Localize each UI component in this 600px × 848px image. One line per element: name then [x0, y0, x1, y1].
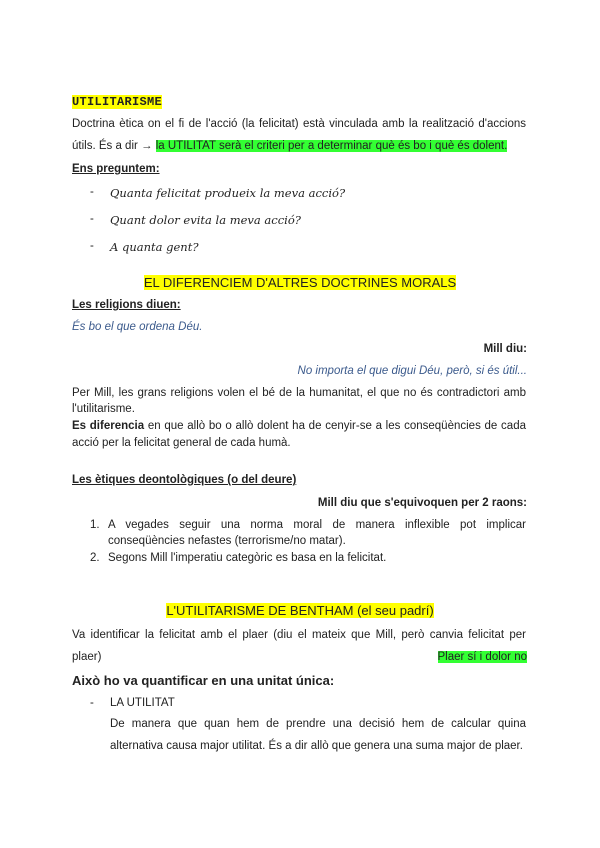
paragraph-line: Va identificar la felicitat amb el plaer (diu el mateix que Mill, però canvia felicitat per: [72, 629, 526, 641]
list-item: [90, 186, 94, 198]
paragraph-line: Per Mill, les grans religions volen el bé de la humanitat, el que no és contradictori amb: [72, 387, 526, 399]
section-title-bentham: L'UTILITARISME DE BENTHAM (el seu padrí): [166, 603, 434, 618]
highlighted-text: Plaer sí i dolor no: [437, 651, 527, 663]
section-title-utilitarisme: UTILITARISME: [72, 95, 163, 109]
dash-bullet: -: [90, 186, 94, 198]
paragraph-text: en que allò bo o allò dolent ha de cenyir-se a les conseqüències de cada: [147, 420, 526, 432]
subheading-mill-reasons: Mill diu que s'equivoquen per 2 raons:: [317, 497, 527, 509]
paragraph-line: De manera que quan hem de prendre una decisió hem de calcular quina: [110, 718, 526, 730]
paragraph-line: [72, 140, 507, 152]
bold-label: Es diferencia: [72, 420, 145, 432]
paragraph-text: útils. És a dir: [72, 140, 138, 152]
subheading-etiques: Les ètiques deontològiques (o del deure): [72, 474, 297, 486]
quote-mill: No importa el que digui Déu, però, si és útil...: [297, 365, 527, 377]
subheading-quantificar: Això ho va quantificar en una unitat única:: [72, 673, 335, 688]
paragraph-line: Doctrina ètica on el fi de l'acció (la felicitat) està vinculada amb la realització d'accions: [72, 118, 526, 130]
quote-religions: És bo el que ordena Déu.: [72, 321, 203, 333]
highlighted-text: la UTILITAT serà el criteri per a determinar què és bo i què és dolent.: [155, 140, 508, 152]
subheading-mill: Mill diu:: [483, 343, 527, 355]
section-title-wrap: [0, 603, 600, 618]
list-item: [90, 240, 94, 252]
question-text: Quanta felicitat produeix la meva acció?: [110, 186, 346, 200]
question-text: A quanta gent?: [110, 240, 199, 254]
subheading-ens-preguntem: Ens preguntem:: [72, 163, 160, 175]
dash-bullet: -: [90, 213, 94, 225]
list-item-text: conseqüències nefastes (terrorisme/no matar).: [108, 535, 346, 547]
paragraph-line: plaer): [72, 651, 102, 663]
paragraph-line: alternativa causa major utilitat. És a dir allò que genera una suma major de plaer.: [110, 740, 523, 752]
paragraph-line: l'utilitarisme.: [72, 403, 135, 415]
list-item-text: Segons Mill l'imperatiu categòric es basa en la felicitat.: [108, 552, 387, 564]
dash-bullet: -: [90, 697, 94, 709]
paragraph-line: [72, 420, 526, 432]
question-text: Quant dolor evita la meva acció?: [110, 213, 301, 227]
list-number: 1.: [90, 519, 100, 531]
list-item-text: A vegades seguir una norma moral de manera inflexible pot implicar: [108, 519, 526, 531]
section-title-doctrines: EL DIFERENCIEM D'ALTRES DOCTRINES MORALS: [143, 275, 457, 290]
list-item: [90, 213, 94, 225]
section-title-wrap: [0, 275, 600, 290]
dash-bullet: -: [90, 240, 94, 252]
list-number: 2.: [90, 552, 100, 564]
paragraph-line: acció per la felicitat general de cada humà.: [72, 437, 291, 449]
list-item-text: LA UTILITAT: [110, 697, 175, 709]
subheading-religions: Les religions diuen:: [72, 299, 181, 311]
arrow-right-icon: →: [141, 140, 153, 152]
